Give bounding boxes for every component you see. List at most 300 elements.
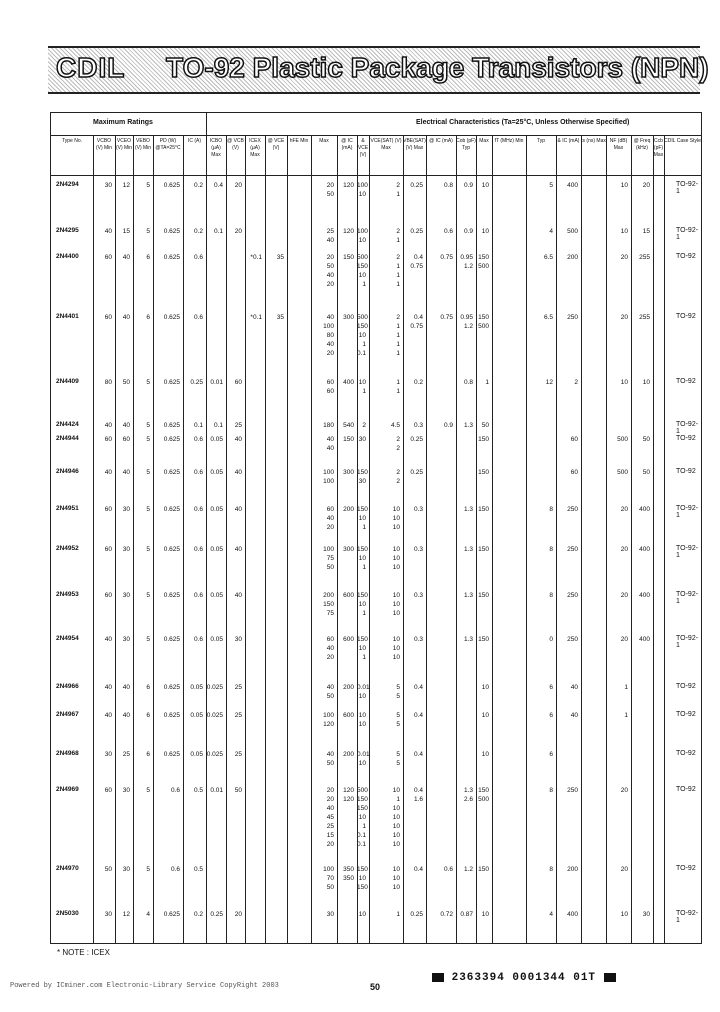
table-cell: 100 100 bbox=[323, 469, 334, 485]
table-cell: 30 bbox=[104, 182, 112, 189]
column-header: @ IC (mA) bbox=[341, 138, 353, 151]
table-cell: 0.6 bbox=[170, 787, 180, 794]
type-number: 2N4953 bbox=[56, 591, 79, 598]
table-cell: 300 bbox=[343, 469, 354, 476]
case-style: TO-92 bbox=[676, 313, 696, 320]
table-cell: 5 bbox=[146, 469, 150, 476]
table-cell: 60 bbox=[570, 436, 578, 443]
table-cell: 200 bbox=[343, 506, 354, 513]
table-cell: 1 bbox=[396, 911, 400, 918]
column-divider bbox=[226, 135, 227, 943]
column-header: VCE(SAT) (V) Max bbox=[370, 138, 402, 151]
table-cell: 0.6 bbox=[193, 546, 203, 553]
column-header: VBE(SAT) (V) Max bbox=[403, 138, 426, 151]
column-header: VCBO (V) Min bbox=[95, 138, 113, 151]
table-cell: 10 bbox=[481, 182, 489, 189]
table-cell: 150 10 1 bbox=[357, 592, 368, 617]
footnote: * NOTE : ICEX bbox=[57, 948, 110, 957]
table-cell: 2 bbox=[574, 379, 578, 386]
table-cell: 8 bbox=[549, 866, 553, 873]
table-cell: 1.2 bbox=[463, 866, 473, 873]
table-cell: 20 bbox=[620, 787, 628, 794]
table-cell: 0.6 bbox=[193, 314, 203, 321]
table-cell: 0.1 bbox=[193, 422, 203, 429]
table-cell: 2 bbox=[362, 422, 366, 429]
table-cell: 40 bbox=[122, 422, 130, 429]
case-style: TO-92 bbox=[676, 711, 696, 718]
column-header: Typ bbox=[536, 138, 546, 144]
table-cell: 0.625 bbox=[163, 751, 180, 758]
table-cell: 200 bbox=[567, 254, 578, 261]
type-number: 2N4967 bbox=[56, 711, 79, 718]
table-cell: 8 bbox=[549, 546, 553, 553]
table-cell: 20 bbox=[620, 546, 628, 553]
table-cell: 400 bbox=[567, 911, 578, 918]
table-cell: 0.625 bbox=[163, 911, 180, 918]
table-cell: 30 bbox=[104, 751, 112, 758]
table-cell: 10 bbox=[620, 228, 628, 235]
table-cell: 20 bbox=[620, 254, 628, 261]
table-cell: 20 20 40 45 25 15 20 bbox=[326, 787, 334, 848]
elec-char-header: Electrical Characteristics (Ta=25°C, Unless Otherwise Specified) bbox=[206, 113, 701, 136]
table-cell: 60 40 20 bbox=[326, 506, 334, 531]
table-cell: 150 10 150 bbox=[357, 866, 368, 891]
case-style: TO-92 bbox=[676, 378, 696, 385]
table-cell: 180 bbox=[323, 422, 334, 429]
table-cell: 0.72 bbox=[440, 911, 453, 918]
table-cell: 0.625 bbox=[163, 712, 180, 719]
table-cell: 30 bbox=[122, 787, 130, 794]
column-divider bbox=[357, 135, 358, 943]
table-cell: 20 bbox=[642, 182, 650, 189]
table-cell: 400 bbox=[567, 182, 578, 189]
type-number: 2N4409 bbox=[56, 378, 79, 385]
column-header: Max bbox=[319, 138, 329, 144]
table-cell: 40 bbox=[104, 469, 112, 476]
table-cell: 5 bbox=[146, 636, 150, 643]
table-cell: 6 bbox=[146, 712, 150, 719]
table-cell: 0.05 bbox=[210, 506, 223, 513]
table-cell: 4 bbox=[146, 911, 150, 918]
table-cell: 6 bbox=[549, 712, 553, 719]
table-cell: 20 bbox=[234, 228, 242, 235]
table-cell: 15 bbox=[642, 228, 650, 235]
case-style: TO-92-1 bbox=[676, 181, 699, 195]
table-cell: 50 bbox=[642, 436, 650, 443]
table-cell: *0.1 bbox=[250, 314, 262, 321]
table-cell: 0.625 bbox=[163, 506, 180, 513]
column-divider bbox=[581, 135, 582, 943]
table-cell: 5 5 bbox=[396, 751, 400, 767]
table-cell: 0.3 bbox=[413, 636, 423, 643]
table-cell: 0.025 bbox=[206, 684, 223, 691]
table-cell: 2 1 1 1 bbox=[396, 254, 400, 288]
table-cell: 0.025 bbox=[206, 712, 223, 719]
table-cell: 40 bbox=[234, 592, 242, 599]
column-divider bbox=[369, 135, 370, 943]
table-cell: 0.625 bbox=[163, 422, 180, 429]
table-cell: 6 bbox=[146, 684, 150, 691]
table-cell: 10 10 10 bbox=[392, 866, 400, 891]
table-cell: 10 bbox=[481, 712, 489, 719]
table-cell: 10 bbox=[481, 751, 489, 758]
table-cell: 5 bbox=[146, 787, 150, 794]
column-header: @ VCE (V) bbox=[267, 138, 285, 151]
table-cell: 150 bbox=[343, 436, 354, 443]
table-cell: 0.3 bbox=[413, 592, 423, 599]
table-cell: 25 bbox=[122, 751, 130, 758]
table-cell: 60 bbox=[104, 506, 112, 513]
table-cell: 5 bbox=[146, 592, 150, 599]
table-cell: 40 bbox=[122, 314, 130, 321]
type-number: 2N4424 bbox=[56, 421, 79, 428]
column-header: ICBO (µA) Max bbox=[209, 138, 223, 158]
table-cell: 0.05 bbox=[190, 751, 203, 758]
footer-credit: Powered by ICminer.com Electronic-Library Service CopyRight 2003 bbox=[10, 982, 279, 990]
type-number: 2N4968 bbox=[56, 750, 79, 757]
table-cell: 25 bbox=[234, 684, 242, 691]
table-cell: 10 bbox=[481, 911, 489, 918]
table-cell: 0.8 bbox=[443, 182, 453, 189]
case-style: TO-92-1 bbox=[676, 635, 699, 649]
table-cell: 4 bbox=[549, 911, 553, 918]
table-cell: 120 bbox=[343, 182, 354, 189]
table-cell: 40 bbox=[234, 506, 242, 513]
table-cell: 150 10 1 bbox=[357, 636, 368, 661]
table-cell: 250 bbox=[567, 592, 578, 599]
table-cell: 10 10 10 bbox=[392, 506, 400, 531]
table-cell: 40 bbox=[122, 254, 130, 261]
table-cell: 0.25 bbox=[410, 911, 423, 918]
table-cell: 0.75 bbox=[440, 314, 453, 321]
table-cell: 60 bbox=[234, 379, 242, 386]
transistor-table bbox=[50, 112, 702, 944]
table-cell: 0.6 bbox=[443, 866, 453, 873]
table-cell: 10 1 10 10 10 10 10 bbox=[392, 787, 400, 848]
column-divider bbox=[206, 113, 207, 943]
table-cell: 6 bbox=[146, 254, 150, 261]
table-cell: 1 bbox=[624, 712, 628, 719]
table-cell: 25 bbox=[234, 751, 242, 758]
table-cell: 60 bbox=[104, 592, 112, 599]
column-divider bbox=[556, 135, 557, 943]
column-divider bbox=[265, 135, 266, 943]
type-number: 2N4944 bbox=[56, 435, 79, 442]
table-cell: 60 40 20 bbox=[326, 636, 334, 661]
table-cell: 0.25 bbox=[410, 469, 423, 476]
table-cell: 0.6 bbox=[443, 228, 453, 235]
column-header: Type No. bbox=[61, 138, 82, 144]
case-style: TO-92 bbox=[676, 253, 696, 260]
table-cell: 10 bbox=[358, 911, 366, 918]
table-cell: 1.3 bbox=[463, 636, 473, 643]
column-divider bbox=[311, 135, 312, 943]
column-header: Cob (pF) Typ bbox=[456, 138, 476, 151]
title-banner bbox=[48, 46, 709, 94]
table-cell: 2 1 bbox=[396, 228, 400, 244]
table-cell: 150 bbox=[478, 546, 489, 553]
table-cell: 40 bbox=[570, 684, 578, 691]
table-cell: 60 60 bbox=[326, 379, 334, 395]
table-cell: 0.625 bbox=[163, 636, 180, 643]
column-divider bbox=[245, 135, 246, 943]
table-cell: 0.4 bbox=[413, 866, 423, 873]
table-cell: 5 bbox=[146, 379, 150, 386]
table-cell: 600 bbox=[343, 592, 354, 599]
table-cell: 400 bbox=[639, 636, 650, 643]
case-style: TO-92 bbox=[676, 435, 696, 442]
table-cell: 6 bbox=[549, 751, 553, 758]
table-cell: 40 bbox=[234, 469, 242, 476]
table-cell: 150 10 1 bbox=[357, 546, 368, 571]
table-cell: 150 bbox=[343, 254, 354, 261]
column-divider bbox=[153, 135, 154, 943]
case-style: TO-92-1 bbox=[676, 505, 699, 519]
table-cell: 2 1 bbox=[396, 182, 400, 198]
max-ratings-header: Maximum Ratings bbox=[51, 113, 206, 136]
table-cell: 20 bbox=[234, 911, 242, 918]
table-cell: 0.25 bbox=[210, 911, 223, 918]
table-cell: 400 bbox=[343, 379, 354, 386]
table-cell: 0.625 bbox=[163, 546, 180, 553]
table-cell: 1 bbox=[624, 684, 628, 691]
table-cell: 0.6 bbox=[193, 469, 203, 476]
table-cell: 10 bbox=[481, 228, 489, 235]
table-cell: 2 2 bbox=[396, 436, 400, 452]
table-cell: 0.95 1.2 bbox=[460, 254, 473, 270]
table-cell: 40 bbox=[104, 636, 112, 643]
table-cell: 40 bbox=[122, 469, 130, 476]
table-cell: 20 bbox=[620, 506, 628, 513]
table-cell: 5 bbox=[146, 436, 150, 443]
table-cell: 0.4 0.75 bbox=[410, 314, 423, 330]
table-cell: 6.5 bbox=[543, 314, 553, 321]
table-cell: 0.4 bbox=[213, 182, 223, 189]
table-cell: 0.6 bbox=[193, 436, 203, 443]
case-style: TO-92-1 bbox=[676, 591, 699, 605]
table-cell: 600 bbox=[343, 636, 354, 643]
page-title: TO-92 Plastic Package Transistors (NPN) bbox=[166, 52, 709, 83]
table-cell: 120 120 bbox=[343, 787, 354, 803]
table-cell: 25 40 bbox=[326, 228, 334, 244]
table-cell: 0.6 bbox=[193, 636, 203, 643]
table-cell: 5 bbox=[549, 182, 553, 189]
table-cell: 400 bbox=[639, 592, 650, 599]
table-cell: 0.025 bbox=[206, 751, 223, 758]
type-number: 2N4294 bbox=[56, 181, 79, 188]
table-cell: 250 bbox=[567, 546, 578, 553]
table-cell: 0.05 bbox=[210, 546, 223, 553]
table-cell: 0.625 bbox=[163, 228, 180, 235]
table-cell: 8 bbox=[549, 592, 553, 599]
table-cell: 10 1 bbox=[358, 379, 366, 395]
column-header: PD (W) @TA=25°C bbox=[155, 138, 181, 151]
table-cell: 0.05 bbox=[210, 592, 223, 599]
table-cell: 200 bbox=[343, 684, 354, 691]
table-cell: 30 bbox=[642, 911, 650, 918]
table-cell: 0.625 bbox=[163, 469, 180, 476]
table-cell: 250 bbox=[567, 506, 578, 513]
table-cell: 0.5 bbox=[193, 787, 203, 794]
table-cell: 35 bbox=[276, 314, 284, 321]
table-cell: 0.2 bbox=[193, 228, 203, 235]
table-cell: 0.2 bbox=[193, 911, 203, 918]
table-cell: 25 bbox=[234, 712, 242, 719]
table-cell: 0.1 bbox=[213, 422, 223, 429]
table-cell: 0.01 10 bbox=[357, 751, 370, 767]
table-cell: 400 bbox=[639, 546, 650, 553]
table-cell: 0.625 bbox=[163, 254, 180, 261]
table-cell: 150 bbox=[478, 866, 489, 873]
table-cell: 40 bbox=[570, 712, 578, 719]
table-cell: 0.25 bbox=[410, 228, 423, 235]
table-cell: 10 bbox=[481, 684, 489, 691]
case-style: TO-92 bbox=[676, 468, 696, 475]
table-cell: 250 bbox=[567, 314, 578, 321]
table-cell: 30 bbox=[234, 636, 242, 643]
case-style: TO-92-1 bbox=[676, 421, 699, 435]
table-cell: 40 50 bbox=[326, 684, 334, 700]
table-cell: 5 bbox=[146, 866, 150, 873]
table-cell: 0.05 bbox=[210, 469, 223, 476]
table-cell: 10 10 10 bbox=[392, 636, 400, 661]
table-cell: 0.75 bbox=[440, 254, 453, 261]
type-number: 2N4954 bbox=[56, 635, 79, 642]
table-cell: 1.3 bbox=[463, 506, 473, 513]
table-cell: 250 bbox=[567, 636, 578, 643]
table-cell: 60 bbox=[570, 469, 578, 476]
page-number: 50 bbox=[370, 982, 381, 992]
table-cell: 200 bbox=[343, 751, 354, 758]
table-cell: 6 bbox=[549, 684, 553, 691]
type-number: 2N4946 bbox=[56, 468, 79, 475]
table-cell: 540 bbox=[343, 422, 354, 429]
table-cell: 5 bbox=[146, 182, 150, 189]
case-style: TO-92 bbox=[676, 750, 696, 757]
table-cell: 10 bbox=[642, 379, 650, 386]
table-cell: 20 50 bbox=[326, 182, 334, 198]
type-number: 2N4400 bbox=[56, 253, 79, 260]
column-divider bbox=[183, 135, 184, 943]
column-header: Max bbox=[479, 138, 489, 144]
table-cell: 40 bbox=[104, 712, 112, 719]
table-cell: 6 bbox=[146, 314, 150, 321]
table-cell: 150 10 1 bbox=[357, 506, 368, 531]
column-header: ts (ns) Max bbox=[581, 138, 606, 144]
case-style: TO-92-1 bbox=[676, 910, 699, 924]
table-cell: 0.87 bbox=[460, 911, 473, 918]
table-cell: 1.3 2.6 bbox=[463, 787, 473, 803]
table-cell: 50 bbox=[642, 469, 650, 476]
table-cell: 100 10 bbox=[357, 228, 368, 244]
column-divider bbox=[492, 135, 493, 943]
table-cell: 0.05 bbox=[210, 636, 223, 643]
table-cell: 100 70 50 bbox=[323, 866, 334, 891]
table-cell: 50 bbox=[234, 787, 242, 794]
table-cell: 250 bbox=[567, 787, 578, 794]
table-cell: 100 120 bbox=[323, 712, 334, 728]
table-cell: 0.3 bbox=[413, 506, 423, 513]
table-cell: 30 bbox=[122, 592, 130, 599]
table-cell: 40 bbox=[122, 684, 130, 691]
column-divider bbox=[664, 135, 665, 943]
table-cell: 0.01 bbox=[210, 379, 223, 386]
table-cell: 0.3 bbox=[413, 546, 423, 553]
table-cell: 20 bbox=[234, 182, 242, 189]
table-cell: 4 bbox=[549, 228, 553, 235]
table-cell: 500 bbox=[617, 469, 628, 476]
column-header: VEBO (V) Min bbox=[134, 138, 152, 151]
table-cell: 200 150 75 bbox=[323, 592, 334, 617]
type-number: 2N4952 bbox=[56, 545, 79, 552]
type-number: 2N4970 bbox=[56, 865, 79, 872]
column-divider bbox=[606, 135, 607, 943]
table-cell: 0.6 bbox=[193, 506, 203, 513]
table-cell: 0.625 bbox=[163, 436, 180, 443]
table-cell: 0.25 bbox=[190, 379, 203, 386]
table-cell: 50 bbox=[104, 866, 112, 873]
table-cell: 50 bbox=[122, 379, 130, 386]
column-divider bbox=[526, 135, 527, 943]
type-number: 2N4969 bbox=[56, 786, 79, 793]
table-cell: 2 2 bbox=[396, 469, 400, 485]
column-divider bbox=[287, 135, 288, 943]
table-cell: 35 bbox=[276, 254, 284, 261]
table-cell: 60 bbox=[104, 254, 112, 261]
table-cell: 80 bbox=[104, 379, 112, 386]
table-cell: 0.4 0.75 bbox=[410, 254, 423, 270]
table-cell: 200 bbox=[567, 866, 578, 873]
table-cell: 40 40 bbox=[326, 436, 334, 452]
brand-logo: CDIL bbox=[56, 52, 126, 83]
table-cell: 350 350 bbox=[343, 866, 354, 882]
column-header: & VCE (V) bbox=[357, 138, 369, 158]
column-header: fT (MHz) Min bbox=[494, 138, 524, 144]
table-cell: 0.95 1.2 bbox=[460, 314, 473, 330]
column-header: CDIL Case Style bbox=[664, 138, 701, 144]
table-cell: 255 bbox=[639, 314, 650, 321]
table-cell: 40 bbox=[104, 422, 112, 429]
table-cell: 10 bbox=[620, 182, 628, 189]
table-cell: 0.625 bbox=[163, 314, 180, 321]
table-cell: 40 bbox=[234, 436, 242, 443]
table-cell: 1 bbox=[485, 379, 489, 386]
table-cell: 5 bbox=[146, 228, 150, 235]
table-cell: 150 bbox=[478, 469, 489, 476]
column-header: NF (dB) Max bbox=[609, 138, 628, 151]
table-cell: 5 5 bbox=[396, 712, 400, 728]
table-cell: 12 bbox=[545, 379, 553, 386]
table-cell: 600 bbox=[343, 712, 354, 719]
column-divider bbox=[653, 135, 654, 943]
table-cell: 30 bbox=[122, 506, 130, 513]
table-cell: 500 bbox=[567, 228, 578, 235]
type-number: 2N4295 bbox=[56, 227, 79, 234]
table-cell: 4.5 bbox=[390, 422, 400, 429]
table-cell: 150 bbox=[478, 636, 489, 643]
table-cell: 20 bbox=[620, 636, 628, 643]
table-cell: 0.2 bbox=[413, 379, 423, 386]
type-number: 2N4966 bbox=[56, 683, 79, 690]
column-divider bbox=[337, 135, 338, 943]
case-style: TO-92 bbox=[676, 865, 696, 872]
table-cell: 6.5 bbox=[543, 254, 553, 261]
column-header: @ Freq (kHz) bbox=[633, 138, 651, 151]
table-cell: 0.25 bbox=[410, 182, 423, 189]
table-cell: 40 bbox=[104, 228, 112, 235]
case-style: TO-92 bbox=[676, 683, 696, 690]
table-cell: 300 bbox=[343, 546, 354, 553]
